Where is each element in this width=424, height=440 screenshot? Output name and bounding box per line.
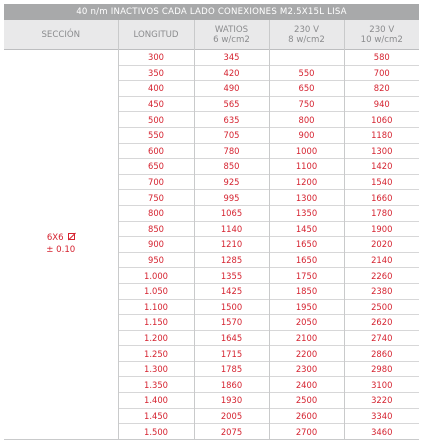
cell-watios: 1930 [194, 393, 269, 409]
cell-230v-8w: 1450 [269, 221, 344, 237]
cell-230v-8w: 800 [269, 112, 344, 128]
cell-230v-10w: 1420 [344, 159, 419, 175]
cell-230v-8w [269, 50, 344, 66]
cell-230v-10w: 3100 [344, 377, 419, 393]
cell-230v-10w: 3460 [344, 424, 419, 440]
cell-watios: 420 [194, 65, 269, 81]
cell-longitud: 650 [118, 159, 194, 175]
cell-230v-8w: 2400 [269, 377, 344, 393]
cell-230v-10w: 3340 [344, 408, 419, 424]
cell-watios: 1570 [194, 315, 269, 331]
cell-longitud: 450 [118, 96, 194, 112]
col-header-230v-10w [344, 20, 419, 50]
cell-230v-8w: 2500 [269, 393, 344, 409]
cell-230v-8w: 750 [269, 96, 344, 112]
cell-230v-8w: 1650 [269, 252, 344, 268]
table-row [4, 50, 419, 66]
cell-watios: 1645 [194, 330, 269, 346]
col-header-230v-10w-line2: 10 w/cm2 [360, 34, 403, 45]
cell-230v-10w: 2380 [344, 283, 419, 299]
cell-230v-10w: 1060 [344, 112, 419, 128]
cell-watios: 1210 [194, 237, 269, 253]
cell-longitud: 1.400 [118, 393, 194, 409]
cell-watios: 565 [194, 96, 269, 112]
cell-230v-10w: 2740 [344, 330, 419, 346]
col-header-230v-10w-line1: 230 V [369, 24, 395, 35]
cell-230v-10w: 1180 [344, 127, 419, 143]
cell-230v-10w: 2860 [344, 346, 419, 362]
cell-230v-8w: 650 [269, 81, 344, 97]
cell-230v-8w: 2600 [269, 408, 344, 424]
col-header-watios-line1: WATIOS [214, 24, 249, 35]
spec-table [4, 20, 419, 440]
cell-230v-8w: 2300 [269, 361, 344, 377]
cell-230v-8w: 1300 [269, 190, 344, 206]
cell-230v-10w: 820 [344, 81, 419, 97]
col-header-watios [194, 20, 269, 50]
col-header-longitud [118, 20, 194, 50]
cell-watios: 995 [194, 190, 269, 206]
cell-watios: 345 [194, 50, 269, 66]
cell-longitud: 800 [118, 205, 194, 221]
cell-watios: 780 [194, 143, 269, 159]
cell-230v-10w: 1660 [344, 190, 419, 206]
cell-230v-10w: 2980 [344, 361, 419, 377]
header-row [4, 20, 419, 50]
col-header-seccion-label: SECCIÓN [41, 29, 81, 40]
cell-watios: 925 [194, 174, 269, 190]
cell-longitud: 850 [118, 221, 194, 237]
cell-230v-8w: 1650 [269, 237, 344, 253]
cell-longitud: 1.050 [118, 283, 194, 299]
cell-230v-10w: 940 [344, 96, 419, 112]
cell-longitud: 1.000 [118, 268, 194, 284]
cell-230v-8w: 2050 [269, 315, 344, 331]
cell-watios: 1425 [194, 283, 269, 299]
cell-230v-8w: 1000 [269, 143, 344, 159]
cell-230v-8w: 1100 [269, 159, 344, 175]
cell-watios: 850 [194, 159, 269, 175]
cell-longitud: 1.100 [118, 299, 194, 315]
cell-longitud: 600 [118, 143, 194, 159]
cell-230v-10w: 1900 [344, 221, 419, 237]
cell-230v-8w: 2700 [269, 424, 344, 440]
cell-230v-10w: 2500 [344, 299, 419, 315]
col-header-longitud-label: LONGITUD [133, 29, 179, 40]
cell-230v-10w: 580 [344, 50, 419, 66]
cell-watios: 1355 [194, 268, 269, 284]
cell-230v-8w: 1200 [269, 174, 344, 190]
cell-longitud: 1.150 [118, 315, 194, 331]
cell-230v-10w: 1540 [344, 174, 419, 190]
cell-watios: 1140 [194, 221, 269, 237]
cell-watios: 1285 [194, 252, 269, 268]
cell-watios: 705 [194, 127, 269, 143]
col-header-seccion [4, 20, 118, 50]
cell-watios: 1785 [194, 361, 269, 377]
cell-longitud: 500 [118, 112, 194, 128]
cell-230v-10w: 2020 [344, 237, 419, 253]
cell-230v-8w: 1750 [269, 268, 344, 284]
col-header-230v-8w [269, 20, 344, 50]
cell-watios: 2005 [194, 408, 269, 424]
cell-230v-8w: 550 [269, 65, 344, 81]
cell-watios: 635 [194, 112, 269, 128]
cell-230v-10w: 1780 [344, 205, 419, 221]
cell-watios: 1860 [194, 377, 269, 393]
table-title: 40 n/m INACTIVOS CADA LADO CONEXIONES M2.5X15L LISA [4, 4, 419, 20]
seccion-cell [4, 50, 118, 440]
cell-230v-10w: 3220 [344, 393, 419, 409]
cell-longitud: 1.450 [118, 408, 194, 424]
spec-table-container [4, 4, 419, 440]
cell-230v-10w: 2620 [344, 315, 419, 331]
seccion-tolerance: ± 0.10 [46, 245, 76, 256]
cell-longitud: 1.500 [118, 424, 194, 440]
cell-230v-10w: 700 [344, 65, 419, 81]
cell-230v-8w: 2200 [269, 346, 344, 362]
cell-longitud: 400 [118, 81, 194, 97]
seccion-dimension-text: 6X6 [46, 233, 64, 244]
cell-watios: 1065 [194, 205, 269, 221]
cell-230v-8w: 1950 [269, 299, 344, 315]
cell-watios: 1715 [194, 346, 269, 362]
table-body [4, 50, 419, 440]
cell-longitud: 1.250 [118, 346, 194, 362]
cell-watios: 2075 [194, 424, 269, 440]
cell-230v-8w: 1850 [269, 283, 344, 299]
col-header-230v-8w-line1: 230 V [293, 24, 319, 35]
square-section-icon [68, 233, 75, 240]
cell-230v-8w: 1350 [269, 205, 344, 221]
cell-230v-10w: 2260 [344, 268, 419, 284]
cell-230v-8w: 2100 [269, 330, 344, 346]
cell-longitud: 1.300 [118, 361, 194, 377]
cell-longitud: 300 [118, 50, 194, 66]
cell-230v-8w: 900 [269, 127, 344, 143]
seccion-dimension [4, 232, 118, 244]
col-header-230v-8w-line2: 8 w/cm2 [288, 34, 325, 45]
cell-longitud: 700 [118, 174, 194, 190]
cell-230v-10w: 1300 [344, 143, 419, 159]
cell-longitud: 550 [118, 127, 194, 143]
cell-230v-10w: 2140 [344, 252, 419, 268]
col-header-watios-line2: 6 w/cm2 [213, 34, 250, 45]
cell-longitud: 750 [118, 190, 194, 206]
cell-longitud: 900 [118, 237, 194, 253]
cell-longitud: 950 [118, 252, 194, 268]
cell-longitud: 1.200 [118, 330, 194, 346]
cell-watios: 490 [194, 81, 269, 97]
cell-watios: 1500 [194, 299, 269, 315]
cell-longitud: 350 [118, 65, 194, 81]
cell-longitud: 1.350 [118, 377, 194, 393]
